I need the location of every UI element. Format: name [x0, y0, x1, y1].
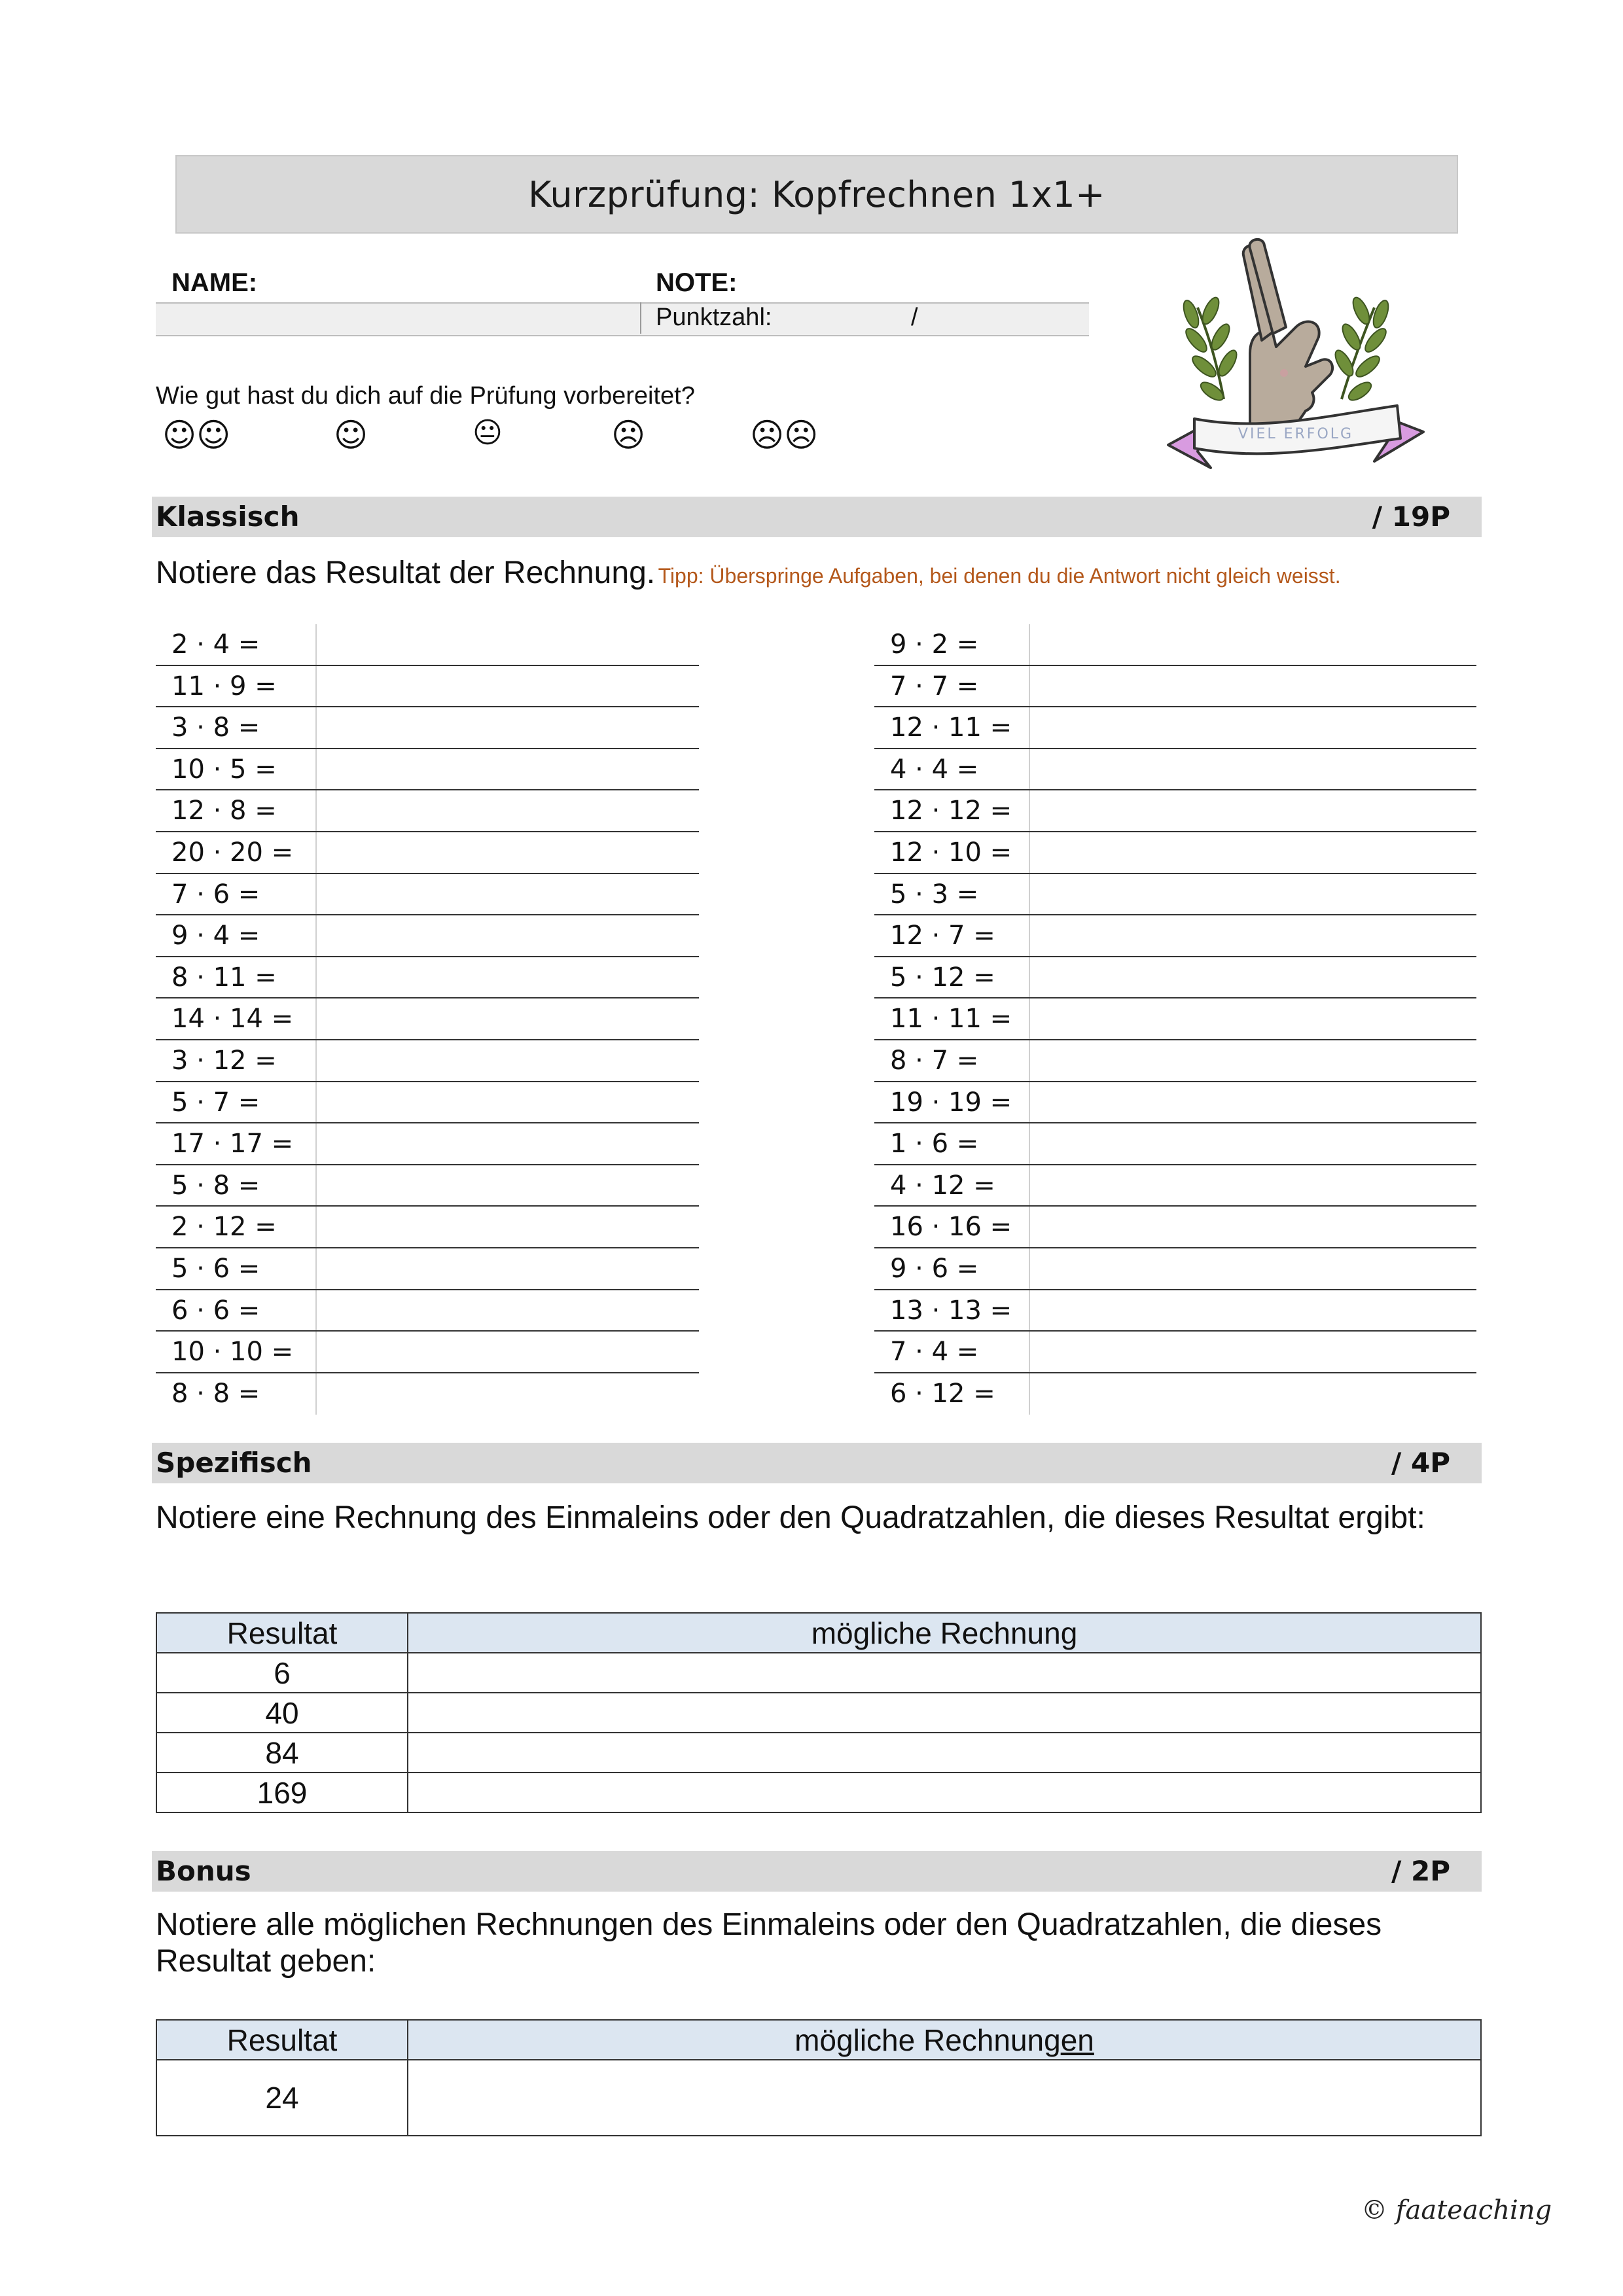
exercise-question: 14 · 14 =	[171, 1004, 294, 1034]
table-row	[156, 2060, 1481, 2136]
exercise-question: 6 · 12 =	[890, 1378, 995, 1409]
exercise-row	[156, 624, 699, 666]
exercise-question: 3 · 12 =	[171, 1045, 277, 1076]
column-header-resultat: Resultat	[156, 1613, 408, 1653]
exercise-row	[874, 707, 1476, 749]
table-header-row	[156, 2020, 1481, 2060]
exercise-row	[156, 1082, 699, 1124]
exercise-question: 17 · 17 =	[171, 1129, 294, 1159]
banner-text: VIEL ERFOLG	[1238, 426, 1354, 442]
exercise-question: 5 · 6 =	[171, 1253, 260, 1284]
exercise-row	[156, 998, 699, 1040]
title-bar	[175, 155, 1458, 234]
exercise-row	[874, 915, 1476, 957]
answer-field[interactable]	[1029, 1332, 1476, 1372]
exercise-question: 7 · 7 =	[890, 671, 979, 701]
exercise-question: 11 · 9 =	[171, 671, 277, 701]
exercise-row	[156, 790, 699, 832]
spezifisch-table	[156, 1612, 1482, 1813]
answer-field[interactable]	[1029, 874, 1476, 915]
section-title: Bonus	[156, 1855, 251, 1887]
klassisch-tip: Tipp: Überspringe Aufgaben, bei denen du die Antwort nicht gleich weisst.	[658, 564, 1341, 588]
answer-cell[interactable]	[408, 1733, 1481, 1773]
answer-field[interactable]	[315, 998, 699, 1039]
answer-field[interactable]	[315, 1123, 699, 1164]
exercise-question: 1 · 6 =	[890, 1129, 979, 1159]
exercise-row	[874, 1332, 1476, 1373]
section-title: Spezifisch	[156, 1447, 312, 1479]
name-field[interactable]	[156, 302, 1089, 336]
exercise-row	[156, 707, 699, 749]
answer-field[interactable]	[315, 1082, 699, 1123]
exercise-row	[156, 1165, 699, 1207]
copyright: © faateaching	[1361, 2195, 1552, 2225]
answer-field[interactable]	[315, 666, 699, 707]
exercise-question: 12 · 7 =	[890, 921, 995, 951]
exercise-question: 2 · 12 =	[171, 1212, 277, 1243]
exercise-row	[874, 624, 1476, 666]
answer-field[interactable]	[315, 1373, 699, 1415]
laurel-left-icon	[1181, 295, 1240, 404]
exercise-question: 13 · 13 =	[890, 1295, 1012, 1326]
note-label: NOTE:	[656, 268, 738, 297]
section-title: Klassisch	[156, 501, 300, 533]
result-value: 6	[156, 1653, 408, 1693]
answer-field[interactable]	[315, 749, 699, 790]
answer-cell[interactable]	[408, 1653, 1481, 1693]
answer-cell[interactable]	[408, 1693, 1481, 1733]
exercise-row	[874, 832, 1476, 874]
answer-field[interactable]	[315, 707, 699, 748]
smiley-sad-icon[interactable]: ☹	[611, 416, 646, 454]
klassisch-instruction-line	[156, 555, 1341, 591]
exercise-question: 6 · 6 =	[171, 1295, 260, 1326]
smiley-neutral-icon[interactable]: 😐	[473, 416, 503, 450]
header-text: mögliche Rechnung	[794, 2022, 1061, 2057]
exercise-row	[156, 1040, 699, 1082]
exercise-row	[874, 998, 1476, 1040]
exercise-question: 10 · 10 =	[171, 1337, 294, 1368]
exercise-question: 11 · 11 =	[890, 1004, 1012, 1034]
exercise-question: 4 · 12 =	[890, 1170, 995, 1201]
answer-field[interactable]	[1029, 1123, 1476, 1164]
exercise-question: 12 · 11 =	[890, 713, 1012, 743]
answer-field[interactable]	[1029, 1207, 1476, 1247]
exercise-row	[156, 666, 699, 708]
answer-cell[interactable]	[408, 2060, 1481, 2136]
exercise-question: 3 · 8 =	[171, 713, 260, 743]
spezifisch-instruction: Notiere eine Rechnung des Einmaleins oder den Quadratzahlen, die dieses Resultat ergibt:	[156, 1500, 1425, 1535]
exercise-row	[874, 1290, 1476, 1332]
answer-field[interactable]	[315, 915, 699, 956]
exercise-question: 20 · 20 =	[171, 837, 294, 868]
answer-field[interactable]	[315, 957, 699, 998]
section-bar-spezifisch	[152, 1443, 1482, 1483]
prep-question: Wie gut hast du dich auf die Prüfung vorbereitet?	[156, 382, 695, 410]
column-header-resultat: Resultat	[156, 2020, 408, 2060]
hand-icon	[1243, 239, 1332, 425]
punktzahl-slash: /	[911, 304, 918, 331]
exercise-row	[874, 1123, 1476, 1165]
exercise-row	[874, 1082, 1476, 1124]
answer-field[interactable]	[1029, 624, 1476, 665]
exercise-row	[874, 1248, 1476, 1290]
answer-field[interactable]	[1029, 998, 1476, 1039]
header-text-underlined: en	[1060, 2022, 1094, 2057]
exercise-row	[874, 874, 1476, 916]
answer-field[interactable]	[315, 1040, 699, 1081]
exercise-question: 10 · 5 =	[171, 754, 277, 785]
exercise-question: 2 · 4 =	[171, 629, 260, 660]
answer-field[interactable]	[1029, 1165, 1476, 1206]
exercise-question: 5 · 3 =	[890, 879, 979, 910]
section-bar-bonus	[152, 1851, 1482, 1892]
exercise-row	[156, 1123, 699, 1165]
page-title: Kurzprüfung: Kopfrechnen 1x1+	[528, 173, 1105, 215]
crossed-fingers-illustration	[1165, 236, 1427, 478]
section-bar-klassisch	[152, 497, 1482, 537]
exercise-question: 5 · 8 =	[171, 1170, 260, 1201]
section-points: / 19P	[1372, 501, 1450, 533]
exercise-row	[874, 749, 1476, 791]
exercise-question: 12 · 10 =	[890, 837, 1012, 868]
answer-field[interactable]	[315, 1248, 699, 1289]
exercise-row	[874, 1373, 1476, 1415]
table-row	[156, 1693, 1481, 1733]
answer-field[interactable]	[315, 1332, 699, 1372]
answer-field[interactable]	[1029, 957, 1476, 998]
answer-field[interactable]	[315, 874, 699, 915]
exercise-row	[156, 915, 699, 957]
exercise-row	[874, 957, 1476, 999]
exercise-question: 4 · 4 =	[890, 754, 979, 785]
klassisch-instruction: Notiere das Resultat der Rechnung.	[156, 556, 656, 590]
laurel-right-icon	[1332, 295, 1391, 404]
smiley-very-sad-icon[interactable]: ☹☹	[750, 416, 819, 454]
exercise-row	[874, 1207, 1476, 1248]
exercise-row	[156, 1248, 699, 1290]
column-header-rechnung: mögliche Rechnung	[408, 1613, 1481, 1653]
answer-field[interactable]	[315, 1165, 699, 1206]
exercise-question: 9 · 2 =	[890, 629, 979, 660]
section-points: / 4P	[1391, 1447, 1450, 1479]
exercise-question: 8 · 11 =	[171, 962, 277, 993]
exercise-row	[156, 1207, 699, 1248]
answer-field[interactable]	[1029, 707, 1476, 748]
result-value: 40	[156, 1693, 408, 1733]
exercise-row	[156, 1373, 699, 1415]
exercise-row	[156, 749, 699, 791]
answer-field[interactable]	[1029, 666, 1476, 707]
column-header-rechnungen	[408, 2020, 1481, 2060]
name-label: NAME:	[171, 268, 258, 297]
exercise-question: 8 · 7 =	[890, 1045, 979, 1076]
answer-cell[interactable]	[408, 1773, 1481, 1812]
exercise-question: 12 · 8 =	[171, 796, 277, 826]
exercise-row	[874, 1040, 1476, 1082]
exercise-question: 9 · 4 =	[171, 921, 260, 951]
exercise-question: 12 · 12 =	[890, 796, 1012, 826]
exercise-row	[874, 790, 1476, 832]
exercise-row	[156, 957, 699, 999]
answer-field[interactable]	[315, 1207, 699, 1247]
exercise-question: 5 · 7 =	[171, 1087, 260, 1118]
name-note-divider	[640, 302, 641, 334]
answer-field[interactable]	[315, 624, 699, 665]
answer-field[interactable]	[1029, 1248, 1476, 1289]
exercise-row	[156, 1332, 699, 1373]
table-row	[156, 1773, 1481, 1812]
answer-field[interactable]	[1029, 1040, 1476, 1081]
exercise-column-right	[874, 624, 1476, 1415]
answer-field[interactable]	[1029, 832, 1476, 873]
table-row	[156, 1653, 1481, 1693]
answer-field[interactable]	[1029, 1290, 1476, 1331]
answer-field[interactable]	[315, 1290, 699, 1331]
exercise-row	[156, 832, 699, 874]
result-value: 84	[156, 1733, 408, 1773]
bonus-instruction: Notiere alle möglichen Rechnungen des Einmaleins oder den Quadratzahlen, die dieses Resultat geben:	[156, 1907, 1382, 1979]
table-row	[156, 1733, 1481, 1773]
exercise-row	[874, 1165, 1476, 1207]
exercise-question: 8 · 8 =	[171, 1378, 260, 1409]
table-header-row	[156, 1613, 1481, 1653]
answer-field[interactable]	[1029, 1373, 1476, 1415]
result-value: 24	[156, 2060, 408, 2136]
answer-field[interactable]	[315, 790, 699, 831]
smiley-very-happy-icon[interactable]: ☺☺	[162, 416, 231, 454]
exercise-question: 5 · 12 =	[890, 962, 995, 993]
result-value: 169	[156, 1773, 408, 1812]
exercise-question: 7 · 4 =	[890, 1337, 979, 1368]
answer-field[interactable]	[1029, 790, 1476, 831]
bonus-table	[156, 2019, 1482, 2136]
answer-field[interactable]	[1029, 749, 1476, 790]
exercise-row	[156, 1290, 699, 1332]
exercise-question: 7 · 6 =	[171, 879, 260, 910]
exercise-question: 16 · 16 =	[890, 1212, 1012, 1243]
exercise-row	[874, 666, 1476, 708]
smiley-happy-icon[interactable]: ☺	[334, 416, 368, 454]
exercise-column-left	[156, 624, 699, 1415]
section-points: / 2P	[1391, 1855, 1450, 1887]
exercise-row	[156, 874, 699, 916]
exercise-question: 9 · 6 =	[890, 1253, 979, 1284]
answer-field[interactable]	[1029, 915, 1476, 956]
punktzahl-label: Punktzahl:	[656, 304, 772, 331]
answer-field[interactable]	[1029, 1082, 1476, 1123]
exercise-question: 19 · 19 =	[890, 1087, 1012, 1118]
answer-field[interactable]	[315, 832, 699, 873]
